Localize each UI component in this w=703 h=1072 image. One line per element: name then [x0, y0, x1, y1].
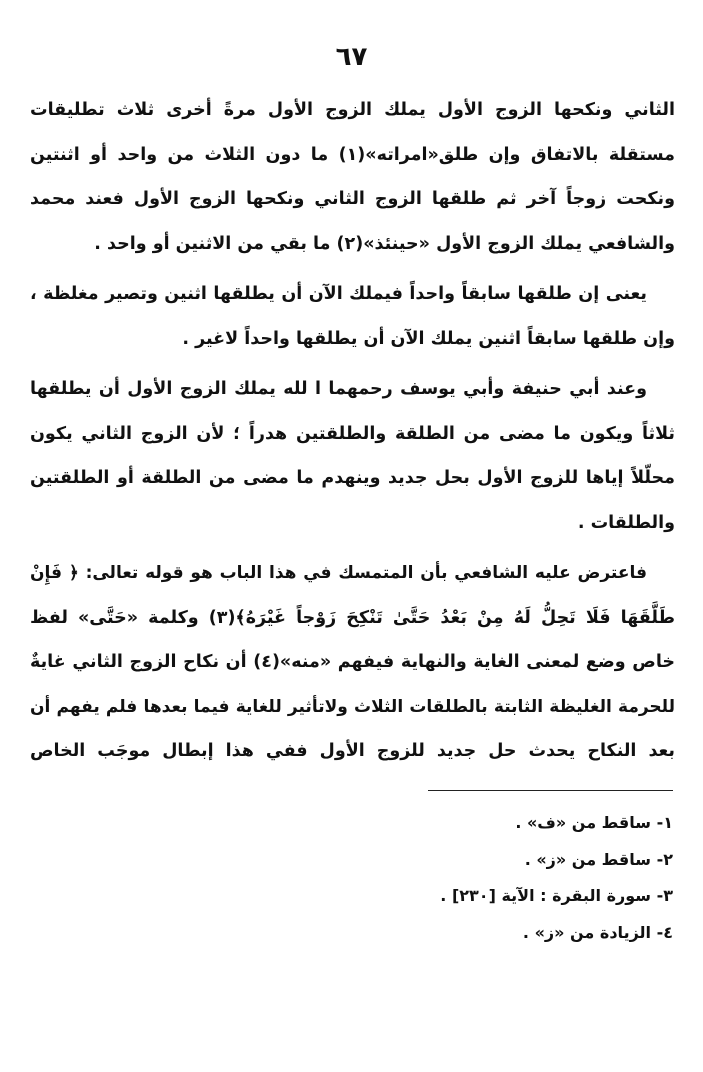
main-text — [30, 88, 675, 774]
text-line: الثاني ونكحها الزوج الأول يملك الزوج الأول مرةً أخرى ثلاث تطليقات — [30, 100, 675, 120]
footnote-divider — [428, 790, 673, 791]
footnotes — [33, 805, 673, 951]
text-line: ونكحت زوجاً آخر ثم طلقها الزوج الثاني ونكحها الزوج الأول فعند محمد — [30, 189, 675, 209]
footnote-item: ١- ساقط من «ف» . — [515, 813, 673, 832]
page-number: ٦٧ — [335, 42, 368, 72]
text-line: وإن طلقها سابقاً اثنين يملك الآن أن يطلقها واحداً لاغير . — [182, 328, 675, 349]
text-line: للحرمة الغليظة الثابتة بالطلقات الثلاث ولاتأثير للغاية فيما بعدها فلم يفهم أن — [30, 696, 675, 717]
text-line: والشافعي يملك الزوج الأول «حينئذ»(٢) ما بقي من الاثنين أو واحد . — [94, 233, 675, 254]
footnote-item: ٢- ساقط من «ز» . — [524, 849, 673, 869]
text-line: يعنى إن طلقها سابقاً واحداً فيملك الآن أن يطلقها اثنين وتصير مغلظة ، — [30, 284, 647, 304]
text-line: محلّلاً إياها للزوج الأول بحل جديد وينهدم ما مضى من الطلقة أو الطلقتين — [30, 468, 675, 488]
text-line: وعند أبي حنيفة وأبي يوسف رحمهما ا لله يملك الزوج الأول أن يطلقها — [30, 379, 647, 399]
footnote-item: ٣- سورة البقرة : الآية [٢٣٠] . — [440, 886, 673, 905]
text-line: خاص وضع لمعنى الغاية والنهاية فيفهم «منه»(٤) أن نكاح الزوج الثاني غايةٌ — [30, 652, 675, 672]
text-line: مستقلة بالاتفاق وإن طلق«امراته»(١) ما دون الثلاث من واحد أو اثنتين — [30, 144, 675, 165]
text-line: بعد النكاح يحدث حل جديد للزوج الأول ففي هذا إبطال موجَب الخاص — [30, 741, 675, 761]
text-line: طَلَّقَهَا فَلَا تَحِلُّ لَهُ مِنْ بَعْدُ حَتَّىٰ تَنْكِحَ زَوْجاً غَيْرَهُ﴾(٣) وكلمة «حَتَّى» لفظ — [30, 607, 675, 628]
footnote-item: ٤- الزيادة من «ز» . — [522, 922, 673, 942]
text-line: ثلاثاً ويكون ما مضى من الطلقة والطلقتين هدراً ؛ لأن الزوج الثاني يكون — [30, 423, 675, 444]
text-line: والطلقات . — [577, 512, 675, 533]
text-line: فاعترض عليه الشافعي بأن المتمسك في هذا الباب هو قوله تعالى: ﴿ فَإِنْ — [30, 563, 647, 583]
